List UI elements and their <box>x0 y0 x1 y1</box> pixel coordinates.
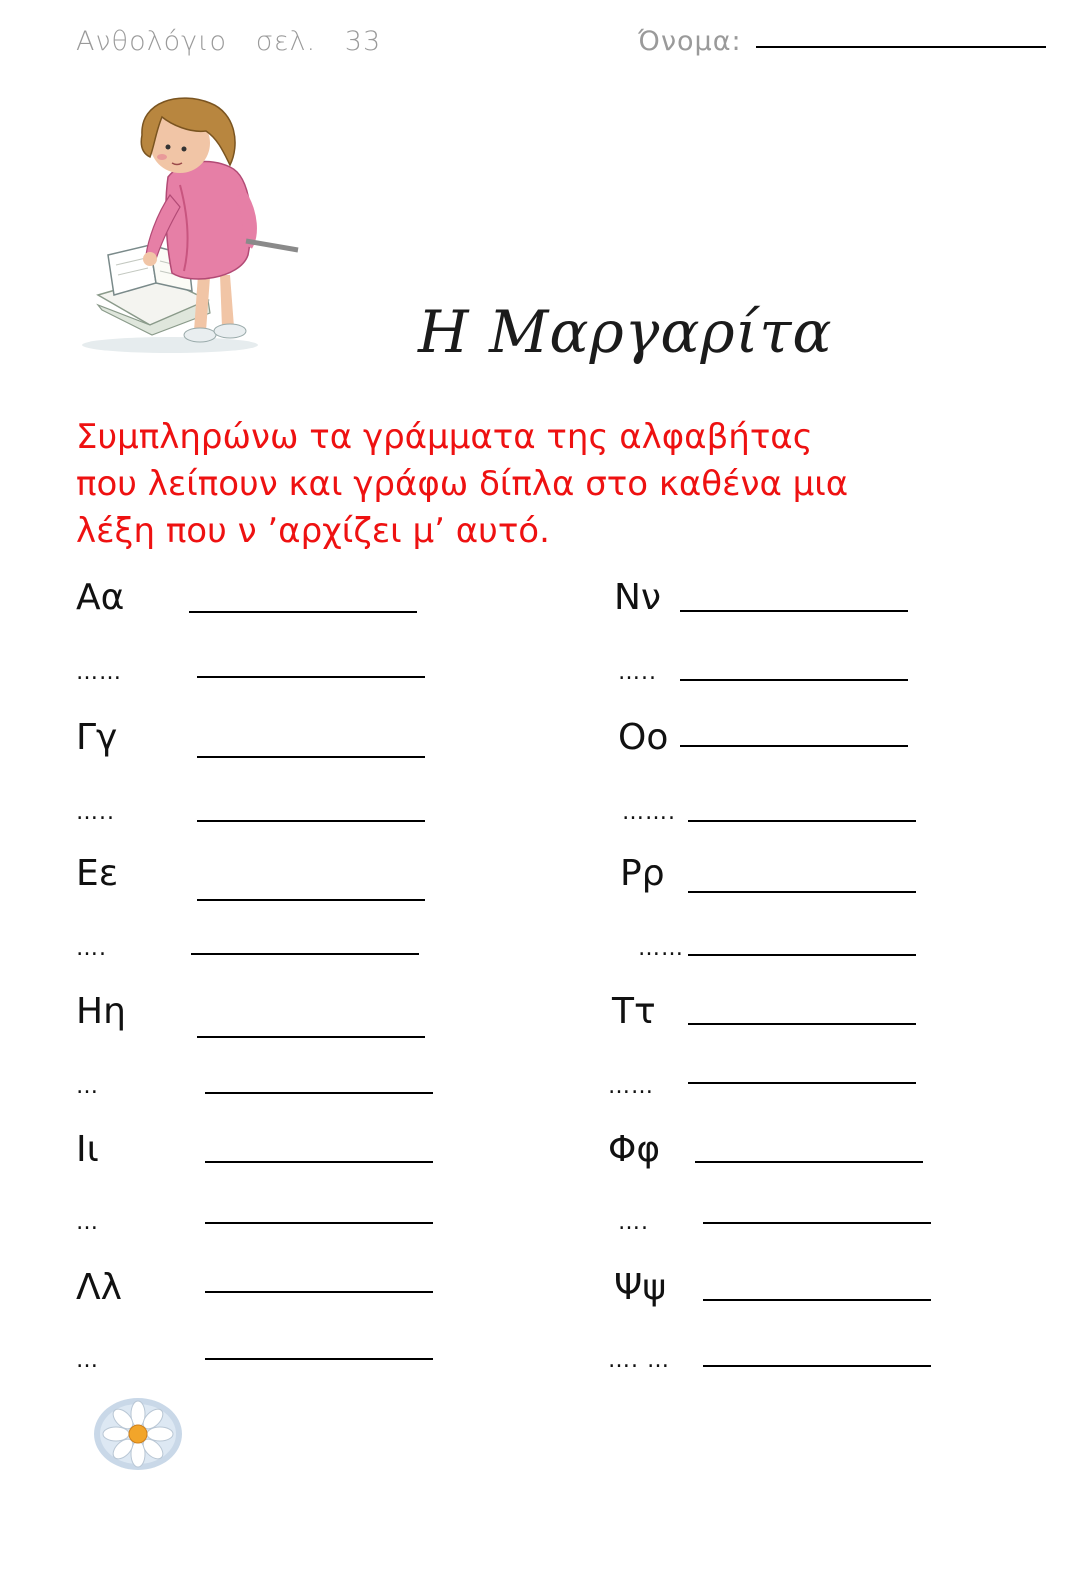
answer-line[interactable] <box>189 611 417 613</box>
missing-letter-blank[interactable]: …… <box>638 936 684 961</box>
missing-letter-blank[interactable]: … <box>76 1348 99 1373</box>
page-title: Η Μαργαρίτα <box>418 298 833 366</box>
letter-label: Ττ <box>612 991 656 1032</box>
answer-line[interactable] <box>191 953 419 955</box>
answer-line[interactable] <box>205 1161 433 1163</box>
answer-line[interactable] <box>688 954 916 956</box>
answer-line[interactable] <box>205 1222 433 1224</box>
missing-letter-blank[interactable]: … <box>76 1210 99 1235</box>
answer-line[interactable] <box>688 820 916 822</box>
answer-line[interactable] <box>680 745 908 747</box>
answer-line[interactable] <box>703 1365 931 1367</box>
missing-letter-blank[interactable]: ……. <box>622 800 676 825</box>
missing-letter-blank[interactable]: ….. <box>618 660 657 685</box>
answer-line[interactable] <box>688 1082 916 1084</box>
answer-line[interactable] <box>688 891 916 893</box>
letter-label: Ρρ <box>620 853 665 894</box>
answer-line[interactable] <box>688 1023 916 1025</box>
letter-label: Εε <box>76 853 119 894</box>
letter-label: Ιι <box>76 1129 99 1170</box>
answer-line[interactable] <box>703 1222 931 1224</box>
name-label: Όνομα: <box>638 26 742 57</box>
answer-line[interactable] <box>197 1036 425 1038</box>
answer-line[interactable] <box>205 1358 433 1360</box>
missing-letter-blank[interactable]: …. … <box>608 1348 670 1373</box>
missing-letter-blank[interactable]: …… <box>608 1074 654 1099</box>
missing-letter-blank[interactable]: … <box>76 1074 99 1099</box>
girl-reading-illustration <box>80 95 305 355</box>
daisy-icon <box>92 1396 184 1472</box>
letter-label: Οο <box>618 717 669 758</box>
missing-letter-blank[interactable]: …. <box>76 936 107 961</box>
letter-label: Λλ <box>76 1267 122 1308</box>
letter-label: Ηη <box>76 991 126 1032</box>
missing-letter-blank[interactable]: …… <box>76 660 122 685</box>
answer-line[interactable] <box>680 610 908 612</box>
missing-letter-blank[interactable]: ….. <box>76 800 115 825</box>
answer-line[interactable] <box>197 820 425 822</box>
instructions-text: Συμπληρώνω τα γράμματα της αλφαβήτας που λείπουν και γράφω δίπλα στο καθένα μια λέξη που ν ’αρχίζει μ’ αυτό. <box>76 417 849 551</box>
answer-line[interactable] <box>695 1161 923 1163</box>
answer-line[interactable] <box>205 1291 433 1293</box>
header-book-page: Ανθολόγιο σελ. 33 <box>76 26 382 57</box>
letter-label: Φφ <box>608 1129 661 1170</box>
answer-line[interactable] <box>680 679 908 681</box>
answer-line[interactable] <box>703 1299 931 1301</box>
name-write-line[interactable] <box>756 46 1046 48</box>
missing-letter-blank[interactable]: …. <box>618 1210 649 1235</box>
answer-line[interactable] <box>197 899 425 901</box>
answer-line[interactable] <box>197 676 425 678</box>
answer-line[interactable] <box>205 1092 433 1094</box>
letter-label: Νν <box>614 577 662 618</box>
letter-label: Αα <box>76 577 125 618</box>
letter-label: Γγ <box>76 717 118 758</box>
answer-line[interactable] <box>197 756 425 758</box>
letter-label: Ψψ <box>614 1267 667 1308</box>
